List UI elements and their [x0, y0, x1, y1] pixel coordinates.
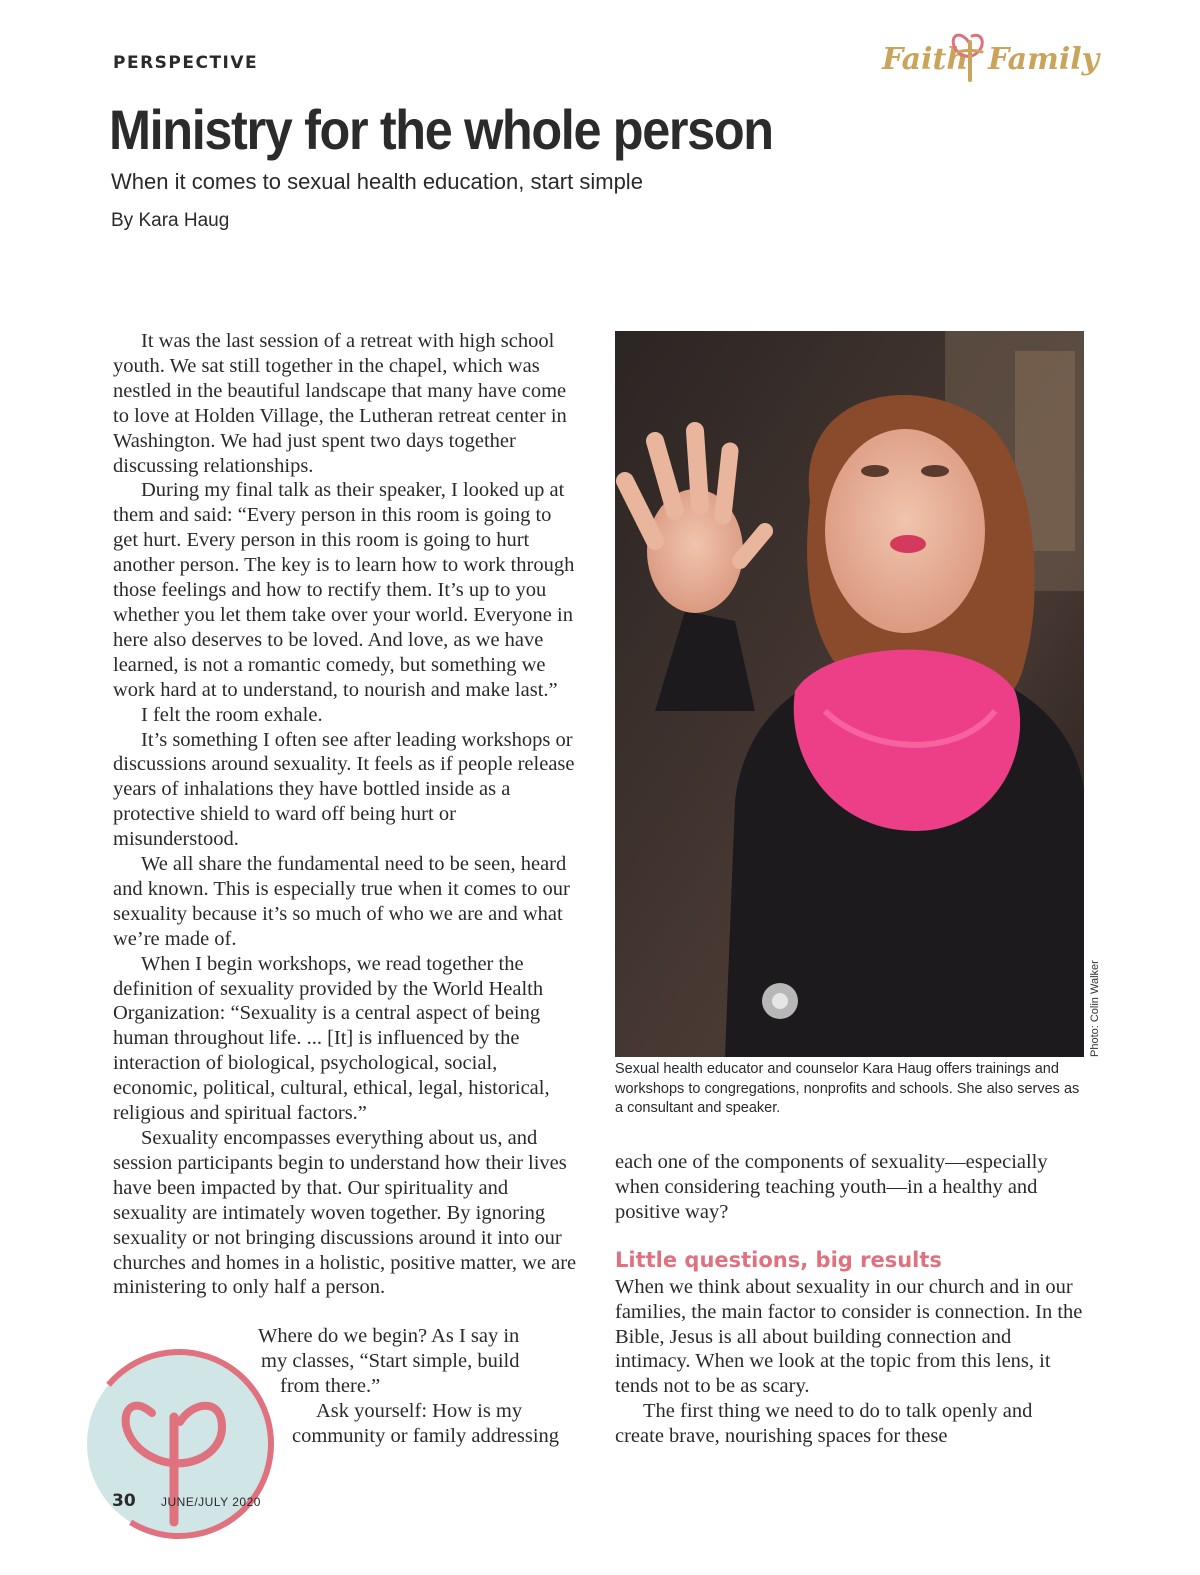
photo-illustration	[615, 331, 1084, 1057]
heart-cross-logo-icon	[948, 28, 992, 84]
photo-credit: Photo: Colin Walker	[1089, 960, 1101, 1057]
body-line: community or family addressing	[292, 1424, 560, 1447]
article-subtitle: When it comes to sexual health education, start simple	[111, 169, 643, 194]
body-paragraph: I felt the room exhale.	[141, 703, 323, 726]
body-line: my classes, “Start simple, build	[261, 1349, 520, 1372]
body-paragraph: each one of the components of sexuality—especially when considering teaching youth—in a healthy and positive way?	[615, 1151, 1048, 1223]
article-title: Ministry for the whole person	[109, 98, 773, 161]
body-paragraph: During my final talk as their speaker, I looked up at them and said: “Every person in this room is going to get hurt. Every person in this room is going to hurt another person. The key is to learn how to work through those feelings and how to rectify them. It’s up to you whether you let them take over your world. Everyone in here also deserves to be loved. And love, as we have learned, is not a romantic comedy, but something we work hard at to understand, to nourish and make last.”	[113, 479, 575, 701]
section-label: PERSPECTIVE	[113, 53, 259, 73]
section-subhead: Little questions, big results	[615, 1247, 942, 1272]
body-column-right	[615, 1150, 1085, 1449]
body-line: from there.”	[280, 1374, 381, 1397]
page-number: 30	[112, 1491, 136, 1511]
body-paragraph: It’s something I often see after leading workshops or discussions around sexuality. It feels as if people release years of inhalations they have bottled inside as a protective shield to ward off being hurt or misunderstood.	[113, 728, 575, 851]
body-paragraph: It was the last session of a retreat with high school youth. We sat still together in the chapel, which was nestled in the beautiful landscape that many have come to love at Holden Village, the Lutheran retreat center in Washington. We had just spent two days together discussing relationships.	[113, 330, 567, 477]
body-column-left	[113, 329, 579, 1300]
body-line: Where do we begin? As I say in	[258, 1325, 520, 1347]
body-paragraph: When we think about sexuality in our church and in our families, the main factor to consider is connection. In the Bible, Jesus is all about building connection and intimacy. When we look at the topic from this lens, it tends not to be as scary.	[615, 1275, 1083, 1398]
body-paragraph: When I begin workshops, we read together the definition of sexuality provided by the World Health Organization: “Sexuality is a central aspect of being human throughout life. ... [It] is influenced by the interaction of biological, psychological, social, economic, political, cultural, ethical, legal, historical, religious and spiritual factors.”	[113, 952, 550, 1125]
faith-family-logo	[880, 28, 1100, 88]
article-byline: By Kara Haug	[111, 210, 230, 231]
photo-caption: Sexual health educator and counselor Kara Haug offers trainings and workshops to congregations, nonprofits and schools. She also serves as a consultant and speaker.	[615, 1061, 1080, 1116]
body-line: Ask yourself: How is my	[316, 1399, 523, 1422]
article-photo	[615, 331, 1084, 1057]
body-paragraph: The first thing we need to do to talk openly and create brave, nourishing spaces for these	[615, 1400, 1033, 1448]
body-paragraph: We all share the fundamental need to be seen, heard and known. This is especially true when it comes to our sexuality because it’s so much of who we are and what we’re made of.	[113, 853, 570, 950]
issue-date: JUNE/JULY 2020	[161, 1495, 261, 1509]
logo-word-family: Family	[988, 42, 1100, 77]
heart-cross-badge-icon	[82, 1347, 277, 1542]
logo-word-faith: Faith	[882, 42, 969, 77]
body-paragraph: Sexuality encompasses everything about us, and session participants begin to understand how their lives have been impacted by that. Our spirituality and sexuality are intimately woven together. By ignoring sexuality or not bringing discussions around it into our churches and homes in a holistic, positive matter, we are ministering to only half a person.	[113, 1127, 577, 1299]
